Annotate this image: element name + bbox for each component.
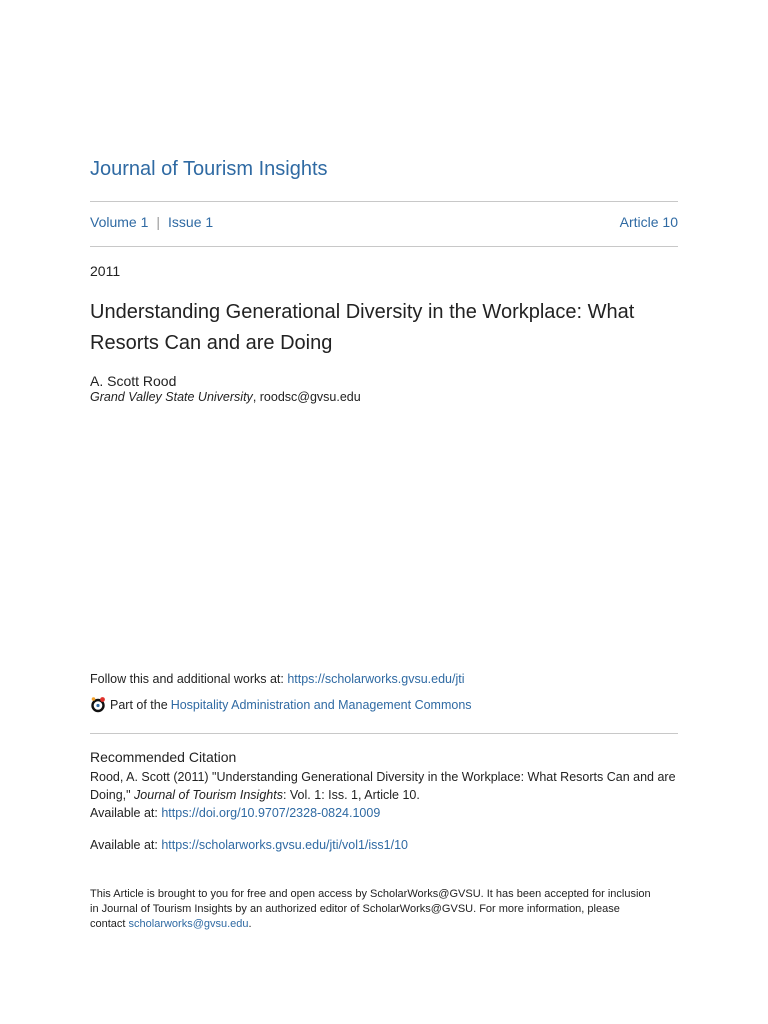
email-separator: , (252, 390, 260, 404)
publication-year: 2011 (90, 263, 121, 279)
citation-line-2 (90, 786, 690, 804)
top-divider (90, 201, 678, 202)
issue-separator: | (156, 214, 161, 230)
notice-line-1: This Article is brought to you for free and open access by ScholarWorks@GVSU. It has been accepted for inclusion (90, 888, 651, 900)
article-title: Understanding Generational Diversity in the Workplace: What Resorts Can and are Doing (90, 301, 635, 354)
available-at-line (90, 838, 408, 852)
notice-line-2: in Journal of Tourism Insights by an authorized editor of ScholarWorks@GVSU. For more information, please (90, 903, 620, 915)
citation-available-label: Available at: (90, 806, 162, 820)
notice-contact-label: contact (90, 918, 129, 930)
journal-title[interactable]: Journal of Tourism Insights (90, 158, 328, 180)
citation-divider (90, 733, 678, 734)
notice-period: . (248, 918, 252, 930)
commons-link[interactable]: Hospitality Administration and Management Commons (170, 697, 472, 712)
follow-label: Follow this and additional works at: (90, 672, 288, 686)
notice-line-3 (90, 917, 680, 932)
issue-nav (90, 214, 678, 230)
network-commons-icon (90, 696, 107, 713)
issue-link[interactable]: Issue 1 (168, 214, 214, 230)
available-label: Available at: (90, 838, 162, 852)
bottom-divider (90, 246, 678, 247)
author-email: roodsc@gvsu.edu (259, 390, 361, 404)
author-affiliation (90, 390, 361, 404)
citation-line-1: Rood, A. Scott (2011) "Understanding Generational Diversity in the Workplace: What Resorts Can and are (90, 770, 676, 784)
affiliation-name: Grand Valley State University (90, 390, 253, 404)
volume-link[interactable]: Volume 1 (90, 214, 149, 230)
author-name: A. Scott Rood (90, 373, 177, 389)
doi-link[interactable]: https://doi.org/10.9707/2328-0824.1009 (161, 806, 381, 820)
contact-email-link[interactable]: scholarworks@gvsu.edu (128, 918, 249, 930)
volume-issue-links (90, 214, 213, 230)
citation-text (90, 768, 690, 822)
follow-url-link[interactable]: https://scholarworks.gvsu.edu/jti (287, 672, 465, 686)
article-link[interactable]: Article 10 (619, 214, 678, 230)
citation-journal: Journal of Tourism Insights (134, 788, 283, 802)
part-of-label: Part of the (110, 697, 168, 712)
part-of-line (90, 696, 472, 713)
citation-line-2-end: : Vol. 1: Iss. 1, Article 10. (282, 788, 420, 802)
access-notice (90, 887, 680, 932)
article-url-link[interactable]: https://scholarworks.gvsu.edu/jti/vol1/iss1/10 (161, 838, 409, 852)
citation-line-3 (90, 804, 690, 822)
follow-line (90, 672, 465, 686)
citation-line-2-start: Doing," (90, 788, 135, 802)
recommended-citation-heading: Recommended Citation (90, 749, 237, 765)
